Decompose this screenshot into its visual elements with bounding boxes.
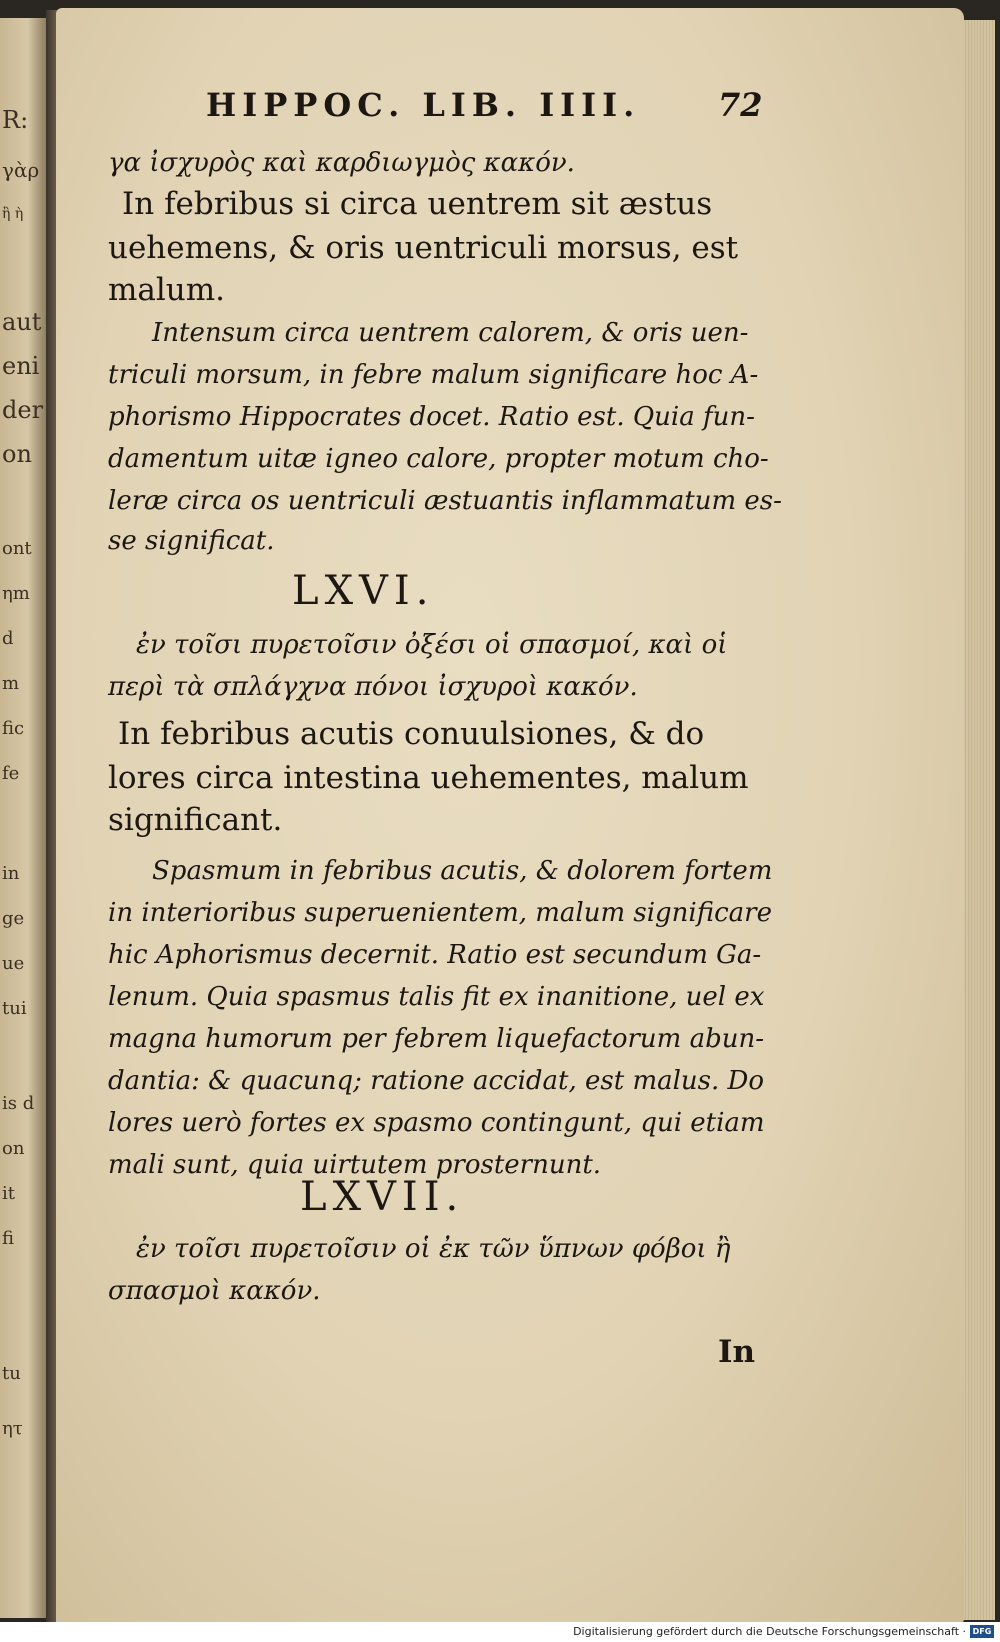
facing-page-text: fe <box>2 763 20 784</box>
facing-page-text: γὰρ <box>2 158 40 182</box>
commentary-line: in interioribus superuenientem, malum significare <box>108 898 772 928</box>
commentary-line: Intensum circa uentrem calorem, & oris uen- <box>152 318 749 348</box>
greek-text-line: γα ἰσχυρὸς καὶ καρδιωγμὸς κακόν. <box>108 148 575 178</box>
greek-text-line: σπασμοὶ κακόν. <box>108 1276 321 1306</box>
facing-page-text: der <box>2 396 44 424</box>
facing-page-text: on <box>2 440 32 468</box>
commentary-line: hic Aphorismus decernit. Ratio est secundum Ga- <box>108 940 762 970</box>
footer-credit: Digitalisierung gefördert durch die Deutsche Forschungsgemeinschaft · <box>573 1625 966 1638</box>
dfg-logo: DFG <box>970 1625 994 1638</box>
commentary-line: mali sunt, quia uirtutem prosternunt. <box>108 1150 602 1180</box>
aphorism-text-line: In febribus si circa uentrem sit æstus <box>122 186 713 222</box>
aphorism-text-line: In febribus acutis conuulsiones, & do <box>118 716 705 752</box>
facing-page-text: tui <box>2 998 27 1019</box>
commentary-line: Spasmum in febribus acutis, & dolorem fortem <box>152 856 773 886</box>
facing-page-text: eni <box>2 352 40 380</box>
greek-text-line: ἐν τοῖσι πυρετοῖσιν ὀξέσι οἱ σπασμοί, καὶ οἱ <box>136 630 728 660</box>
commentary-line: dantia: & quacunq; ratione accidat, est malus. Do <box>108 1066 765 1096</box>
commentary-line: lenum. Quia spasmus talis fit ex inanitione, uel ex <box>108 982 765 1012</box>
commentary-line: leræ circa os uentriculi æstuantis inflammatum es- <box>108 486 782 516</box>
facing-page-text: it <box>2 1183 15 1204</box>
facing-page-text: m <box>2 673 20 694</box>
commentary-line: triculi morsum, in febre malum significare hoc A- <box>108 360 759 390</box>
aphorism-number: LXVI. <box>292 568 435 614</box>
digitization-footer <box>0 1622 1000 1642</box>
commentary-line: damentum uitæ igneo calore, propter motum cho- <box>108 444 769 474</box>
facing-page-text: in <box>2 863 20 884</box>
commentary-line: lores uerò fortes ex spasmo contingunt, qui etiam <box>108 1108 765 1138</box>
commentary-line: phorismo Hippocrates docet. Ratio est. Quia fun- <box>108 402 755 432</box>
facing-page-text: is d <box>2 1093 35 1114</box>
facing-page-text: ont <box>2 538 32 559</box>
commentary-line: se significat. <box>108 526 275 556</box>
facing-page-text: d <box>2 628 14 649</box>
aphorism-text-line: uehemens, & oris uentriculi morsus, est <box>108 230 739 266</box>
facing-page-text: ue <box>2 953 25 974</box>
facing-page-fragment <box>0 18 46 1618</box>
facing-page-text: fic <box>2 718 25 739</box>
facing-page-text: R: <box>2 106 29 134</box>
running-head: HIPPOC. LIB. IIII. <box>206 86 641 124</box>
commentary-line: magna humorum per febrem liquefactorum abun- <box>108 1024 765 1054</box>
aphorism-number: LXVII. <box>300 1174 465 1220</box>
facing-page-text: aut <box>2 308 42 336</box>
facing-page-text: ge <box>2 908 25 929</box>
aphorism-text-line: lores circa intestina uehementes, malum <box>108 760 749 796</box>
facing-page-text: ητ <box>2 1418 23 1439</box>
facing-page-text: ηm <box>2 583 30 604</box>
facing-page-text: fi <box>2 1228 15 1249</box>
aphorism-text-line: malum. <box>108 272 226 308</box>
book-page <box>56 8 964 1628</box>
page-number: 72 <box>718 86 763 124</box>
facing-page-text: on <box>2 1138 25 1159</box>
facing-page-text: tu <box>2 1363 21 1384</box>
greek-text-line: περὶ τὰ σπλάγχνα πόνοι ἰσχυροὶ κακόν. <box>108 672 638 702</box>
catchword: In <box>718 1334 756 1370</box>
aphorism-text-line: significant. <box>108 802 283 838</box>
facing-page-text: ἢ ὴ <box>2 206 24 222</box>
greek-text-line: ἐν τοῖσι πυρετοῖσιν οἱ ἐκ τῶν ὕπνων φόβοι ἢ <box>136 1234 731 1264</box>
